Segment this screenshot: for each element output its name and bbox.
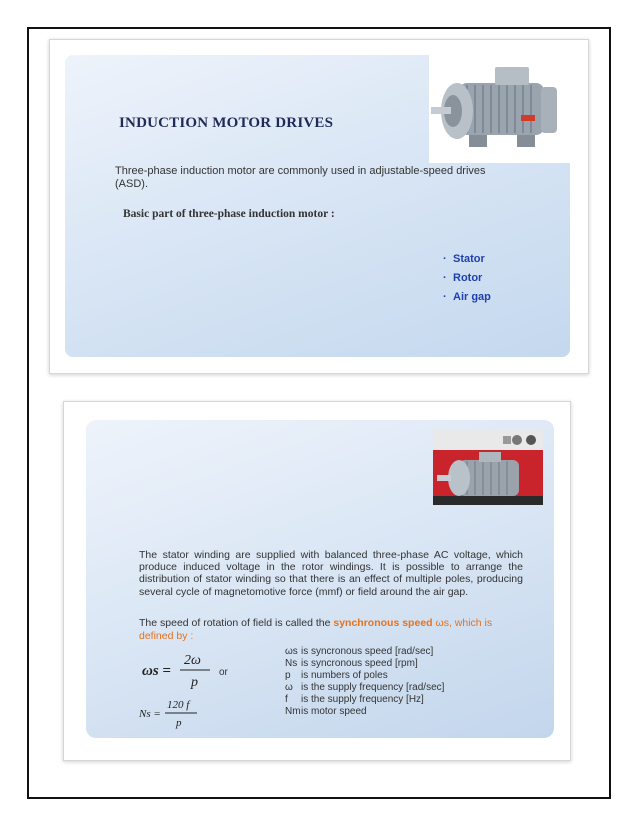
symbol: ωs (285, 646, 298, 657)
formula1-denominator: p (191, 675, 198, 690)
synchronous-speed-text (139, 617, 527, 642)
slide-1-intro: Three-phase induction motor are commonly used in adjustable-speed drives (ASD). (115, 165, 486, 190)
symbol: Ns (285, 658, 298, 669)
motor-photo (433, 430, 543, 505)
speed-text-after: , which is defined by : (139, 617, 493, 642)
symbol: p (285, 670, 291, 681)
angular-speed-formula (142, 650, 222, 697)
formula2-lhs: Ns = (139, 708, 161, 720)
slide-2 (86, 420, 554, 738)
stator-paragraph: The stator winding are supplied with balanced three-phase AC voltage, which produce induced voltage in the rotor windings. It is possible to arrange the distribution of stator winding so that there is an effect of multiple poles, producing several cycle of magnetomotive force (mmf) or field around the air gap. (139, 549, 523, 598)
part-label: Rotor (453, 272, 483, 284)
definition: is syncronous speed [rpm] (301, 658, 418, 669)
speed-symbol: ωs (435, 617, 449, 629)
part-label: Air gap (453, 291, 491, 303)
slide-1-card (49, 39, 589, 374)
definition: is numbers of poles (301, 670, 388, 681)
symbol: ω (285, 682, 293, 693)
symbol: Nm (285, 706, 301, 717)
list-item (285, 682, 444, 694)
list-item (443, 269, 491, 288)
speed-text-before: The speed of rotation of field is called the (139, 617, 334, 629)
list-item (285, 706, 444, 718)
slide-2-card (63, 401, 571, 761)
definition: is motor speed (301, 706, 367, 717)
formula2-denominator: p (176, 717, 182, 729)
slide-1 (65, 55, 570, 357)
formula1-numerator: 2ω (184, 653, 201, 668)
synchronous-speed-highlight: synchronous speed (333, 617, 433, 629)
formula1-lhs: ωs = (142, 663, 171, 679)
definition: is syncronous speed [rad/sec] (301, 646, 434, 657)
slide-1-title: INDUCTION MOTOR DRIVES (119, 115, 334, 131)
basic-parts-heading: Basic part of three-phase induction motor : (123, 208, 335, 220)
list-item (285, 658, 444, 670)
definition: is the supply frequency [rad/sec] (301, 682, 445, 693)
bullet-icon: · (443, 291, 447, 303)
motor-parts-list (443, 250, 491, 307)
symbol-definitions (285, 646, 444, 718)
rpm-speed-formula (139, 698, 219, 737)
part-label: Stator (453, 253, 485, 265)
or-label: or (219, 667, 228, 678)
bullet-icon: · (443, 272, 447, 284)
list-item (443, 288, 491, 307)
induction-motor-image (429, 55, 570, 163)
list-item (443, 250, 491, 269)
formula2-numerator: 120 f (167, 699, 190, 711)
bullet-icon: · (443, 253, 447, 265)
list-item (285, 694, 444, 706)
list-item (285, 670, 444, 682)
symbol: f (285, 694, 288, 705)
list-item (285, 646, 444, 658)
definition: is the supply frequency [Hz] (301, 694, 424, 705)
